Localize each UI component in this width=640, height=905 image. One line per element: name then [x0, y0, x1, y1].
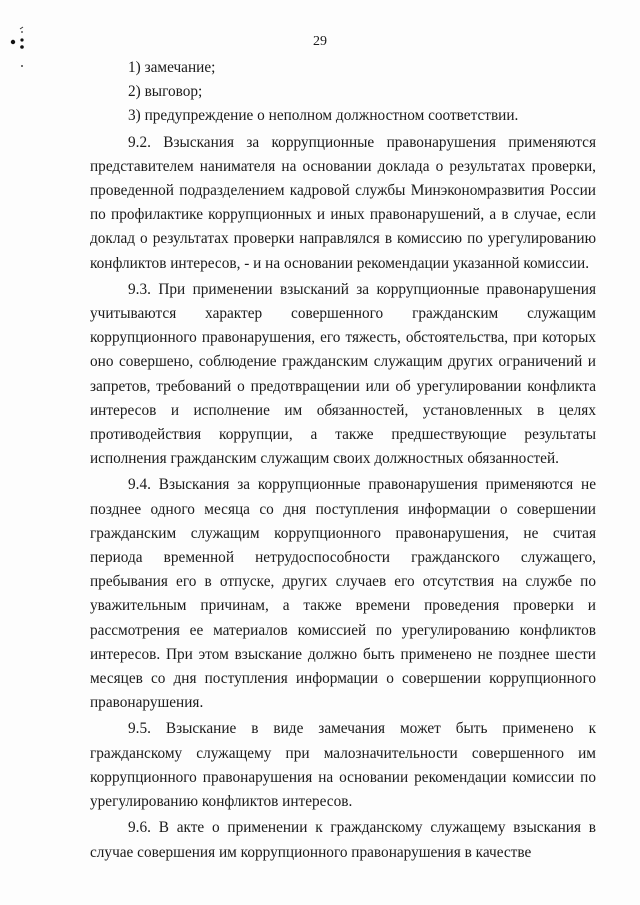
paragraph-9-4: 9.4. Взыскания за коррупционные правонарушения применяются не позднее одного месяца со дня поступления информации о совершении гражданским служащим коррупционного правонарушения, не считая периода временной нетрудоспособности гражданского служащего, пребывания его в отпуске, других случаев его отсутствия на службе по уважительным причинам, а также времени проведения проверки и рассмотрения ее материалов комиссией по урегулированию конфликтов интересов. При этом взыскание должно быть применено не позднее шести месяцев со дня поступления информации о совершении коррупционного правонарушения. [90, 476, 596, 712]
list-item: 1) замечание; [128, 59, 216, 76]
paragraph-9-5: 9.5. Взыскание в виде замечания может быть применено к гражданскому служащему при малозначительности совершенного им коррупционного правонарушения на основании рекомендации комиссии по урегулированию конфликтов интересов. [90, 720, 596, 811]
paragraph-9-2: 9.2. Взыскания за коррупционные правонарушения применяются представителем нанимателя на основании доклада о результатах проверки, проведенной подразделением кадровой службы Минэкономразвития России по профилактике коррупционных и иных правонарушений, а в случае, если доклад о результатах проверки направлялся в комиссию по урегулированию конфликтов интересов, - и на основании рекомендации указанной комиссии. [90, 133, 596, 272]
list-item: 2) выговор; [128, 83, 203, 101]
paragraph-9-3: 9.3. При применении взысканий за коррупционные правонарушения учитываются характер совершенного гражданским служащим коррупционного правонарушения, его тяжесть, обстоятельства, при которых оно совершено, соблюдение гражданским служащим других ограничений и запретов, требований о предотвращении или об урегулировании конфликта интересов и исполнение им обязанностей, установленных в целях противодействия коррупции, а также предшествующие результаты исполнения гражданским служащим своих должностных обязанностей. [90, 280, 596, 468]
paragraph-9-6: 9.6. В акте о применении к гражданскому служащему взыскания в случае совершения им коррупционного правонарушения в качестве [90, 819, 596, 861]
document-body [90, 56, 596, 865]
page-number: 29 [313, 34, 327, 49]
list-item: 3) предупреждение о неполном должностном соответствии. [128, 107, 519, 125]
